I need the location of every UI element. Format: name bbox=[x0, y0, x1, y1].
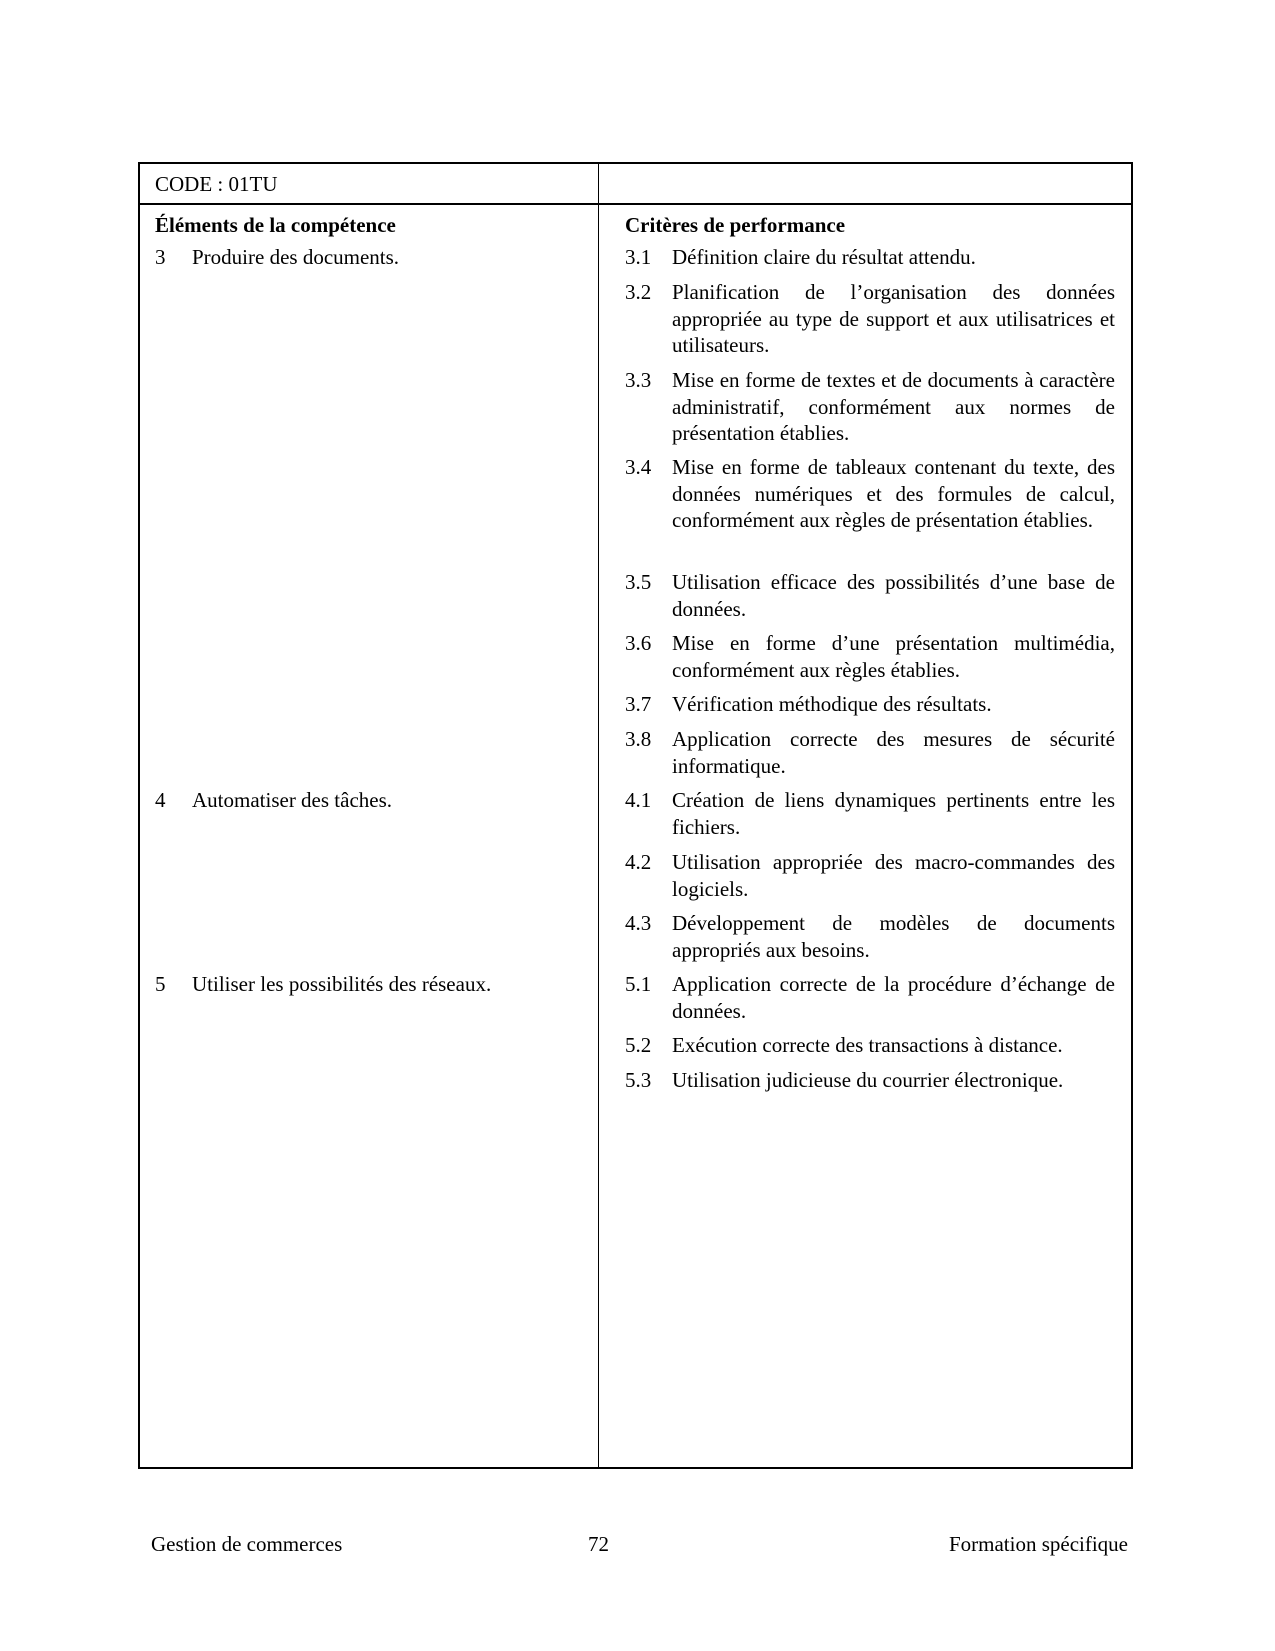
criterion-number: 3.8 bbox=[625, 727, 652, 751]
criterion-text: Mise en forme de tableaux contenant du texte, des données numériques et des formules de calcul, conformément aux règles de présentation établies. bbox=[672, 455, 1115, 532]
footer-left: Gestion de commerces bbox=[151, 1532, 343, 1556]
criterion-item bbox=[625, 787, 1115, 840]
criterion-number: 5.3 bbox=[625, 1068, 652, 1092]
criterion-number: 3.5 bbox=[625, 570, 652, 594]
criterion-number: 4.3 bbox=[625, 911, 652, 935]
criterion-item bbox=[625, 454, 1115, 534]
criterion-item bbox=[625, 910, 1115, 963]
element-number: 4 bbox=[155, 788, 166, 812]
element-item bbox=[155, 787, 392, 813]
criterion-item bbox=[625, 279, 1115, 359]
criterion-item bbox=[625, 849, 1115, 902]
criterion-text: Application correcte des mesures de sécurité informatique. bbox=[672, 727, 1115, 778]
criterion-text: Mise en forme de textes et de documents à caractère administratif, conformément aux normes de présentation établies. bbox=[672, 368, 1115, 445]
footer-right: Formation spécifique bbox=[948, 1532, 1128, 1556]
criterion-item bbox=[625, 691, 1115, 718]
criterion-item bbox=[625, 971, 1115, 1024]
criterion-number: 3.3 bbox=[625, 368, 652, 392]
elements-heading: Éléments de la compétence bbox=[155, 213, 396, 237]
element-number: 3 bbox=[155, 245, 166, 269]
criterion-item bbox=[625, 630, 1115, 683]
element-text: Produire des documents. bbox=[192, 245, 400, 269]
criterion-text: Création de liens dynamiques pertinents entre les fichiers. bbox=[672, 788, 1115, 839]
criterion-number: 5.2 bbox=[625, 1033, 652, 1057]
column-divider bbox=[598, 164, 599, 1467]
criterion-item bbox=[625, 569, 1115, 622]
criterion-item bbox=[625, 367, 1115, 447]
element-text: Utiliser les possibilités des réseaux. bbox=[192, 972, 492, 996]
criterion-item bbox=[625, 244, 1115, 271]
criterion-text: Application correcte de la procédure d’échange de données. bbox=[672, 972, 1115, 1023]
criterion-text: Exécution correcte des transactions à distance. bbox=[672, 1033, 1063, 1057]
criterion-text: Utilisation appropriée des macro-commandes des logiciels. bbox=[672, 850, 1115, 901]
criterion-item bbox=[625, 726, 1115, 779]
criterion-number: 3.1 bbox=[625, 245, 652, 269]
criterion-number: 3.4 bbox=[625, 455, 652, 479]
criterion-number: 3.2 bbox=[625, 280, 652, 304]
competence-table bbox=[138, 162, 1133, 1469]
criterion-text: Vérification méthodique des résultats. bbox=[672, 692, 992, 716]
criterion-text: Utilisation judicieuse du courrier électronique. bbox=[672, 1068, 1064, 1092]
criteria-heading: Critères de performance bbox=[625, 213, 846, 237]
criterion-text: Planification de l’organisation des données appropriée au type de support et aux utilisatrices et utilisateurs. bbox=[672, 280, 1115, 357]
criterion-text: Développement de modèles de documents appropriés aux besoins. bbox=[672, 911, 1115, 962]
code-row bbox=[140, 164, 1131, 205]
criterion-text: Définition claire du résultat attendu. bbox=[672, 245, 976, 269]
element-number: 5 bbox=[155, 972, 166, 996]
criterion-item bbox=[625, 1067, 1115, 1094]
code-label: CODE : 01TU bbox=[155, 172, 278, 196]
criterion-number: 3.6 bbox=[625, 631, 652, 655]
page-number: 72 bbox=[588, 1532, 609, 1556]
criterion-number: 4.2 bbox=[625, 850, 652, 874]
criterion-number: 5.1 bbox=[625, 972, 652, 996]
criterion-text: Mise en forme d’une présentation multimédia, conformément aux règles établies. bbox=[672, 631, 1115, 682]
element-text: Automatiser des tâches. bbox=[192, 788, 393, 812]
element-item bbox=[155, 971, 491, 997]
element-item bbox=[155, 244, 399, 270]
criterion-number: 4.1 bbox=[625, 788, 652, 812]
criterion-text: Utilisation efficace des possibilités d’une base de données. bbox=[672, 570, 1115, 621]
criterion-item bbox=[625, 1032, 1115, 1059]
criterion-number: 3.7 bbox=[625, 692, 652, 716]
